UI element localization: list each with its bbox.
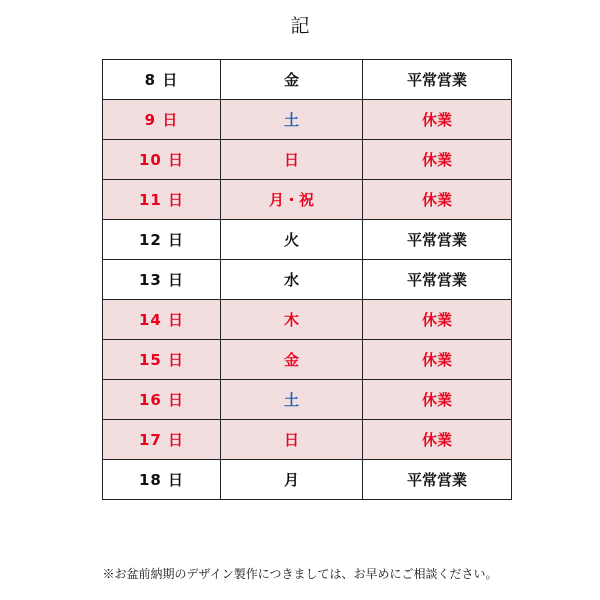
weekday-cell: 水 [221, 260, 363, 300]
status-cell: 休業 [363, 100, 512, 140]
table-row [103, 460, 512, 500]
weekday-cell: 火 [221, 220, 363, 260]
table-row [103, 420, 512, 460]
date-cell: 15 日 [103, 340, 221, 380]
table-row [103, 380, 512, 420]
page-title: 記 [290, 15, 310, 37]
weekday-cell: 金 [221, 340, 363, 380]
table-row [103, 100, 512, 140]
table-row [103, 300, 512, 340]
status-cell: 平常営業 [363, 460, 512, 500]
date-cell: 17 日 [103, 420, 221, 460]
date-cell: 11 日 [103, 180, 221, 220]
date-cell: 14 日 [103, 300, 221, 340]
table-row [103, 340, 512, 380]
status-cell: 休業 [363, 140, 512, 180]
weekday-cell: 日 [221, 140, 363, 180]
table-row [103, 140, 512, 180]
weekday-cell: 土 [221, 380, 363, 420]
table-row [103, 60, 512, 100]
status-cell: 平常営業 [363, 60, 512, 100]
table-row [103, 260, 512, 300]
date-cell: 13 日 [103, 260, 221, 300]
weekday-cell: 土 [221, 100, 363, 140]
weekday-cell: 月・祝 [221, 180, 363, 220]
status-cell: 休業 [363, 420, 512, 460]
weekday-cell: 月 [221, 460, 363, 500]
status-cell: 休業 [363, 180, 512, 220]
weekday-cell: 金 [221, 60, 363, 100]
table-row [103, 220, 512, 260]
date-cell: 8 日 [103, 60, 221, 100]
weekday-cell: 日 [221, 420, 363, 460]
holiday-schedule-table [102, 59, 512, 500]
status-cell: 平常営業 [363, 260, 512, 300]
status-cell: 平常営業 [363, 220, 512, 260]
status-cell: 休業 [363, 340, 512, 380]
weekday-cell: 木 [221, 300, 363, 340]
status-cell: 休業 [363, 300, 512, 340]
date-cell: 9 日 [103, 100, 221, 140]
footnote: ※お盆前納期のデザイン製作につきましては、お早めにご相談ください。 [102, 567, 498, 581]
date-cell: 12 日 [103, 220, 221, 260]
date-cell: 18 日 [103, 460, 221, 500]
date-cell: 16 日 [103, 380, 221, 420]
status-cell: 休業 [363, 380, 512, 420]
date-cell: 10 日 [103, 140, 221, 180]
table-row [103, 180, 512, 220]
